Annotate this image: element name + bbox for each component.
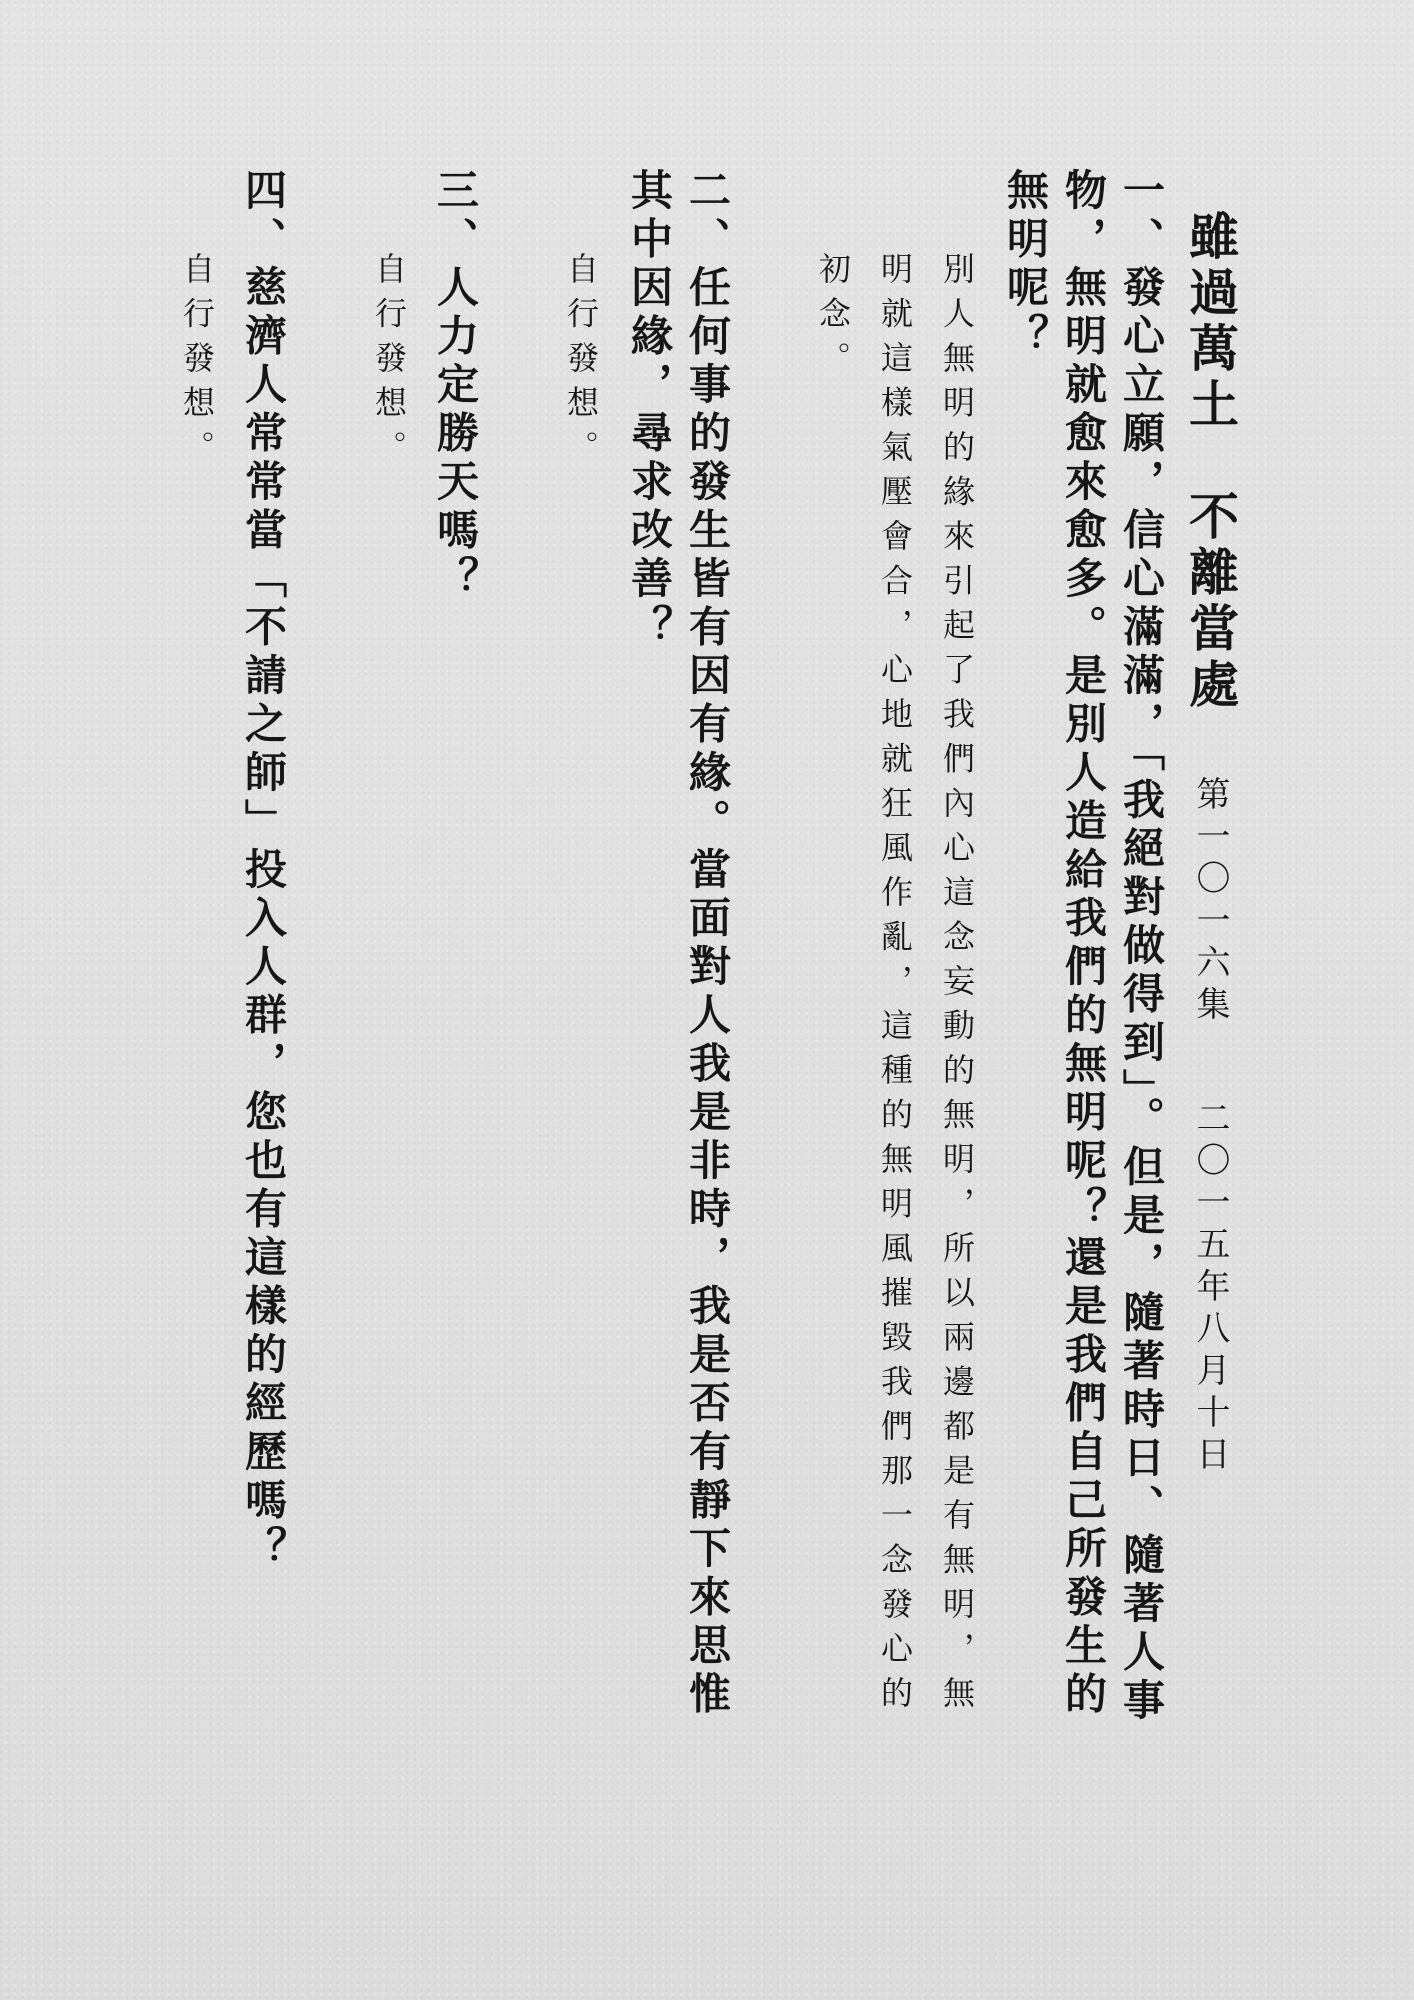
question-1: 一、發心立願，信心滿滿，「我絕對做得到」。但是，隨著時日、隨著人事物，無明就愈來愈多。是別人造給我們的無明呢？還是我們自己所發生的無明呢？ (1001, 168, 1166, 1727)
issue-number: 第一〇一六集 (1190, 776, 1230, 1028)
page-title: 雖過萬土 不離當處 (1181, 210, 1240, 714)
question-3: 三、人力定勝天嗎？ (431, 168, 480, 605)
publish-date: 二〇一五年八月十日 (1190, 1100, 1230, 1478)
answer-2: 自行發想。 (562, 252, 600, 475)
question-2: 二、任何事的發生皆有因有緣。當面對人我是非時，我是否有靜下來思惟其中因緣，尋求改善？ (625, 168, 732, 1720)
question-4: 四、慈濟人常常當「不請之師」投入人群，您也有這樣的經歷嗎？ (239, 168, 288, 1575)
answer-4: 自行發想。 (178, 252, 216, 475)
answer-1: 別人無明的緣來引起了我們內心這念妄動的無明，所以兩邊都是有無明，無明就這樣氣壓會合，心地就狂風作亂，這種的無明風摧毀我們那一念發心的初念。 (814, 252, 976, 1721)
answer-3: 自行發想。 (370, 252, 408, 475)
